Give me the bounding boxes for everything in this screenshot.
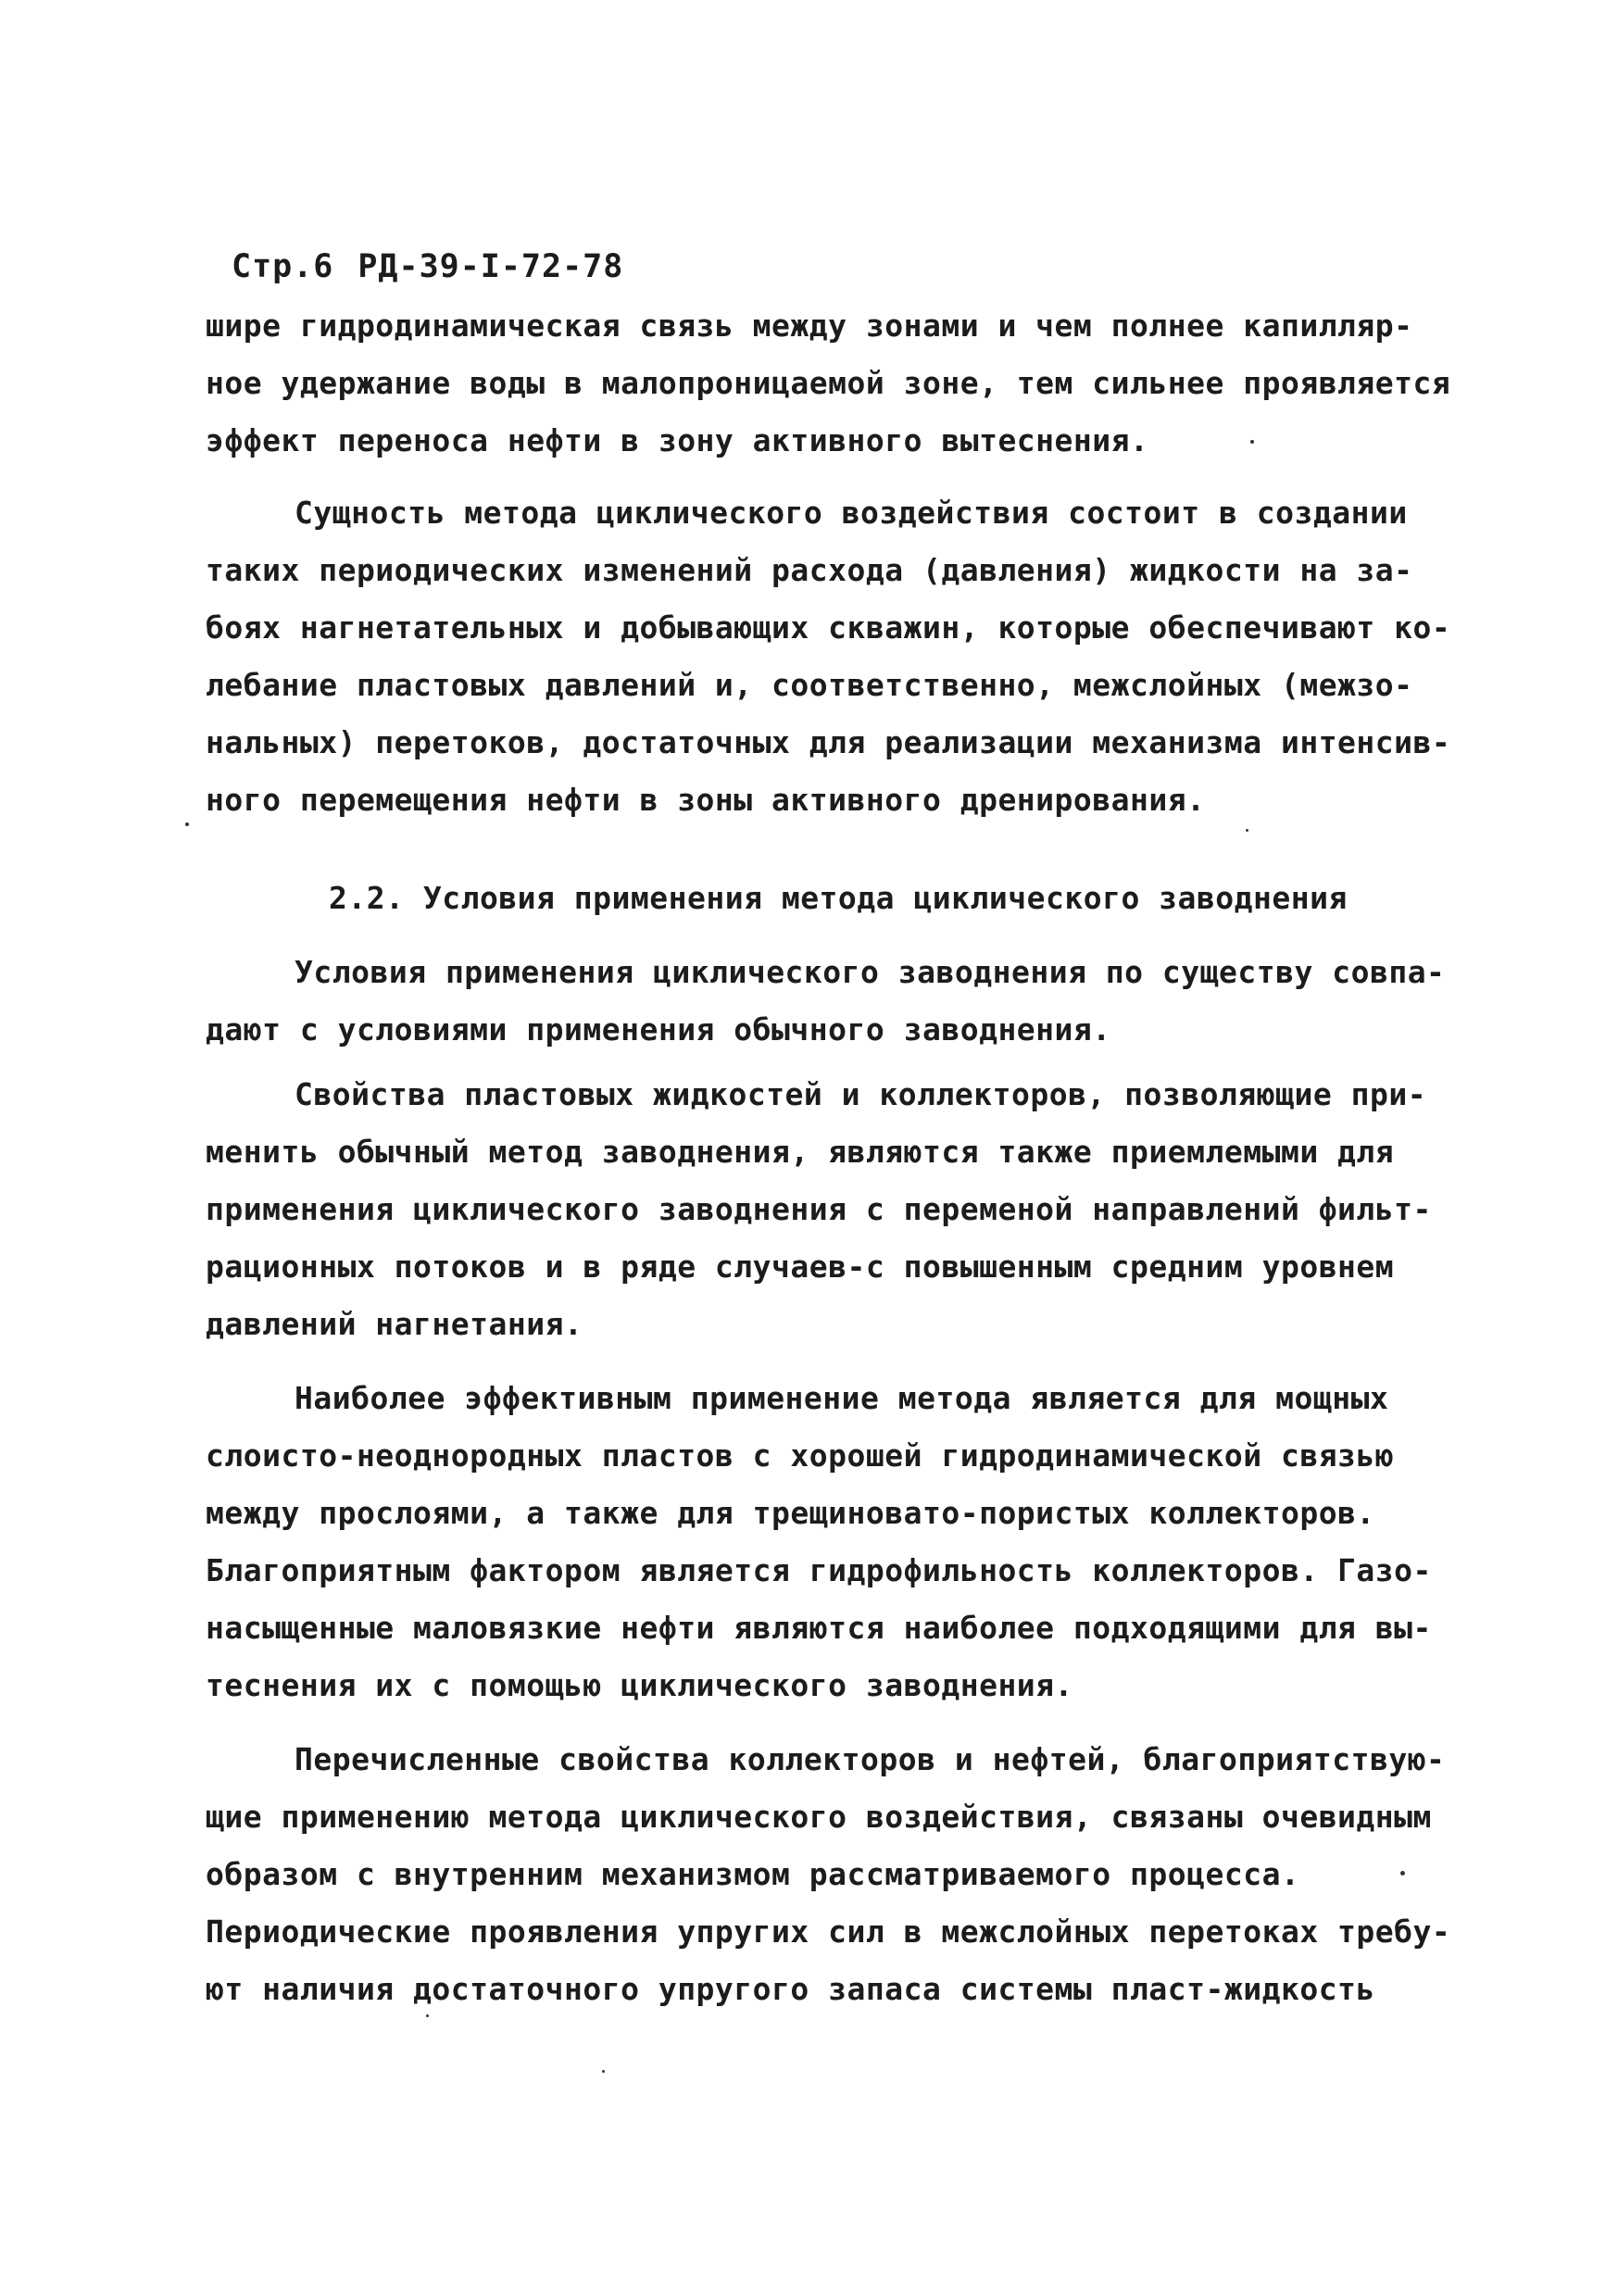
document-code: РД-39-I-72-78 xyxy=(357,248,624,285)
page-header xyxy=(232,248,623,285)
text-line: эффект переноса нефти в зону активного вытеснения. xyxy=(206,422,1149,458)
text-line: нальных) перетоков, достаточных для реализации механизма интенсив- xyxy=(206,724,1451,760)
scan-speck xyxy=(426,2014,429,2017)
text-line: лебание пластовых давлений и, соответственно, межслойных (межзо- xyxy=(206,667,1413,703)
scan-speck xyxy=(185,822,189,826)
text-line: слоисто-неоднородных пластов с хорошей гидродинамической связью xyxy=(206,1437,1395,1474)
section-heading: 2.2. Условия применения метода циклического заводнения xyxy=(329,880,1348,916)
text-line: Периодические проявления упругих сил в межслойных перетоках требу- xyxy=(206,1913,1451,1950)
text-line: менить обычный метод заводнения, являются также приемлемыми для xyxy=(206,1134,1395,1170)
text-line: ют наличия достаточного упругого запаса системы пласт-жидкость xyxy=(206,1971,1375,2007)
text-line: насыщенные маловязкие нефти являются наиболее подходящими для вы- xyxy=(206,1610,1432,1646)
text-line: Наиболее эффективным применение метода является для мощных xyxy=(295,1380,1389,1416)
text-line: шире гидродинамическая связь между зонами и чем полнее капилляр- xyxy=(206,307,1413,344)
text-line: дают с условиями применения обычного заводнения. xyxy=(206,1011,1111,1048)
text-line: таких периодических изменений расхода (давления) жидкости на за- xyxy=(206,552,1413,588)
scan-speck xyxy=(1400,1871,1405,1876)
text-line: боях нагнетательных и добывающих скважин, которые обеспечивают ко- xyxy=(206,609,1451,646)
text-line: между прослоями, а также для трещиновато-пористых коллекторов. xyxy=(206,1495,1375,1531)
text-line: ное удержание воды в малопроницаемой зоне, тем сильнее проявляется xyxy=(206,365,1451,401)
text-line: Свойства пластовых жидкостей и коллекторов, позволяющие при- xyxy=(295,1076,1427,1112)
scan-speck xyxy=(1246,829,1248,832)
text-line: теснения их с помощью циклического заводнения. xyxy=(206,1667,1073,1703)
scan-speck xyxy=(1250,440,1254,444)
text-line: Перечисленные свойства коллекторов и нефтей, благоприятствую- xyxy=(295,1741,1446,1777)
text-line: применения циклического заводнения с переменой направлений фильт- xyxy=(206,1191,1432,1227)
text-line: образом с внутренним механизмом рассматриваемого процесса. xyxy=(206,1856,1300,1892)
text-line: ного перемещения нефти в зоны активного дренирования. xyxy=(206,782,1206,818)
text-line: Благоприятным фактором является гидрофильность коллекторов. Газо- xyxy=(206,1552,1432,1588)
scan-speck xyxy=(602,2070,605,2073)
text-line: давлений нагнетания. xyxy=(206,1306,583,1342)
text-line: Сущность метода циклического воздействия состоит в создании xyxy=(295,495,1408,531)
page-number: Стр.6 xyxy=(232,248,334,285)
text-line: рационных потоков и в ряде случаев-с повышенным средним уровнем xyxy=(206,1248,1395,1285)
text-line: Условия применения циклического заводнения по существу совпа- xyxy=(295,954,1446,990)
text-line: щие применению метода циклического воздействия, связаны очевидным xyxy=(206,1799,1432,1835)
